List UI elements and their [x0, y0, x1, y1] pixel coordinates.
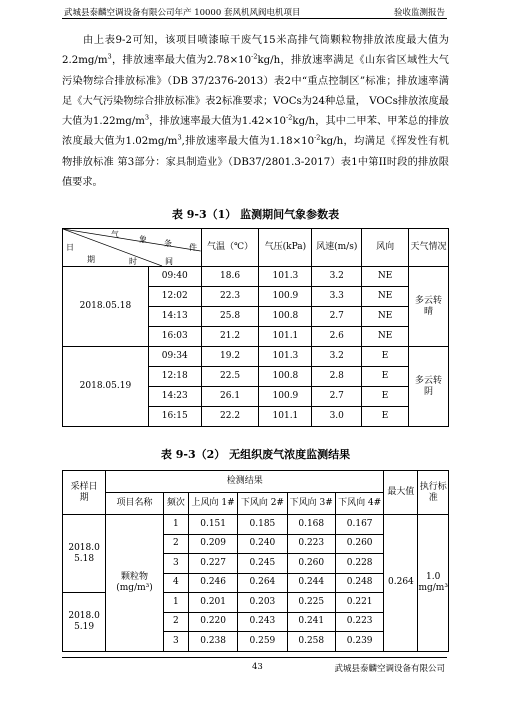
- page-footer: [62, 657, 447, 674]
- col-down3: 下风向 3#: [287, 493, 335, 515]
- table-row: 2018.05.19 1 0.201 0.203 0.225 0.221: [63, 593, 449, 613]
- col-temp: 气温（℃）: [201, 229, 259, 267]
- item-name-cell: 颗粒物 (mg/m³): [106, 515, 164, 652]
- table-row: 2 0.209 0.240 0.223 0.260: [63, 534, 449, 554]
- table-row: 2018.05.19 09:34 19.2 101.3 3.2 E 多云转阴: [63, 347, 449, 367]
- col-freq: 频次: [163, 493, 188, 515]
- footer-company: 武城县泰麟空调设备有限公司: [334, 664, 445, 674]
- table-row: 2018.05.18 09:40 18.6 101.3 3.2 NE 多云转晴: [63, 267, 449, 287]
- table-row: 3 0.227 0.245 0.260 0.228: [63, 554, 449, 574]
- col-sample-date: 采样日期: [63, 471, 106, 515]
- weather-cell: 多云转阴: [408, 347, 448, 427]
- col-pressure: 气压(kPa): [259, 229, 312, 267]
- col-weather: 天气情况: [408, 229, 448, 267]
- col-results: 检测结果: [106, 471, 384, 493]
- col-max: 最大值: [384, 471, 418, 515]
- diagonal-header-cell: 气 象 条 件 日 期 时 间: [63, 229, 202, 267]
- table-row: 2 0.220 0.243 0.241 0.223: [63, 612, 449, 632]
- table-row: 12:18 22.5 100.8 2.8 E: [63, 367, 449, 387]
- table2-caption: 表 9-3（2） 无组织废气浓度监测结果: [160, 448, 351, 461]
- col-down4: 下风向 4#: [335, 493, 383, 515]
- table-row: 16:03 21.2 101.1 2.6 NE: [63, 327, 449, 347]
- col-wind-speed: 风速(m/s): [312, 229, 362, 267]
- table-row: 12:02 22.3 100.9 3.3 NE: [63, 287, 449, 307]
- table-row: 16:15 22.2 101.1 3.0 E: [63, 407, 449, 427]
- page-number: 43: [252, 662, 263, 672]
- table-row: 14:13 25.8 100.8 2.7 NE: [63, 307, 449, 327]
- col-wind-dir: 风向: [362, 229, 409, 267]
- standard-cell: 1.0 mg/m³: [418, 515, 449, 652]
- table-row: 14:23 26.1 100.9 2.7 E: [63, 387, 449, 407]
- date-cell: 2018.05.19: [63, 593, 106, 652]
- table1-caption: 表 9-3（1） 监测期间气象参数表: [171, 208, 340, 221]
- date-cell: 2018.05.18: [63, 267, 149, 347]
- table-row: 3 0.238 0.259 0.258 0.239: [63, 632, 449, 652]
- col-up1: 上风向 1#: [188, 493, 237, 515]
- page-header: [62, 4, 447, 19]
- col-standard: 执行标准: [418, 471, 449, 515]
- col-down2: 下风向 2#: [238, 493, 287, 515]
- date-cell: 2018.05.19: [63, 347, 149, 427]
- emission-table: [62, 470, 449, 652]
- header-project-title: 武城县泰麟空调设备有限公司年产 10000 套风机风阀电机项目: [64, 8, 301, 18]
- weather-table: [62, 228, 449, 427]
- table-row: 4 0.246 0.264 0.244 0.248: [63, 573, 449, 593]
- max-value-cell: 0.264: [384, 515, 418, 652]
- weather-cell: 多云转晴: [408, 267, 448, 347]
- table-row: 2018.05.18 颗粒物 (mg/m³) 1 0.151 0.185 0.168 0.167 0.264 1.0 mg/m³: [63, 515, 449, 535]
- header-report-type: 验收监测报告: [393, 8, 445, 18]
- date-cell: 2018.05.18: [63, 515, 106, 593]
- col-item: 项目名称: [106, 493, 164, 515]
- analysis-paragraph: 由上表9-2可知，该项目喷漆晾干废气15米高排气筒颗粒物排放浓度最大值为$2.2mg/m^3$，排放速率最大值为$2.78\times 10^{-2}kg/h$，排放速率满足《山东省区域性大气污染物综合排放标准》（DB 37/2376-2013）表2中“重点控制区”标准；排放速率满足《大气污染物综合排放标准》表2标准要求；VOCs为24种总量， VOCs排放浓度最大值为$1.22mg/m^3$，排放速率最大值为$1.42\times 10^{-2}kg/h$，其中二甲苯、甲苯总的排放浓度最大值为$1.02mg/m^3$,排放速率最大值为$1.18\times 10^{-2}kg/h$，均满足《挥发性有机物排放标准 第3部分：家具制造业》（DB37/2801.3-2017）表1中第II时段的排放限值要求。: [62, 35, 450, 189]
